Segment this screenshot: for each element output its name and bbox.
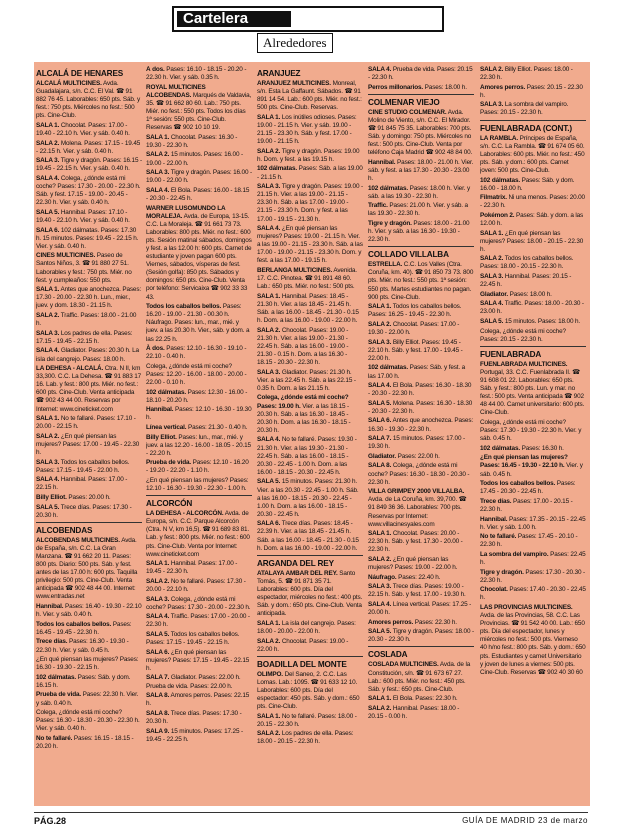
listing-entry: LA DEHESA - ALCORCÓN. Avda. de Europa, s/n. C.C. Parque Alcorcón (Ctra. N V, km 16,5). ☎ 91 689 83 81. Lab. y fest.: 800 pts. Miér. no fest.: 600 pts. Cine-Club. Venta por Internet: www.cineticket.com bbox=[146, 510, 250, 558]
listing-entry: WARNER LUSOMUNDO LA MORALEJA. Avda. de Europa, 13-15. C.C. La Moraleja. ☎ 91 661 73 73. Laborables: 800 pts. Miér. no fest.: 600 pts. Sesión matinal sábados, domingos y fest. a las 12.00 h: 600 pts. Carnet de estudiante y joven pagan 600 pts. Viernes, sábados, vísperas de fest. (Sesión golfa): 850 pts. Sábados y domingos: 650 pts. Cine-Club. Venta por teléfono: Servicaixa ☎ 902 33 33 43. bbox=[146, 204, 252, 301]
footer-rule bbox=[34, 812, 588, 813]
listing-entry: VILLA GRIMPEY 2000 VILLALBA. Avda. de La Coruña, km. 39,700. ☎ 91 849 36 36. Laborables: 700 pts. Reservas por Internet: www.villacinesyales.com bbox=[368, 488, 467, 528]
listing-entry: Perros millonarios. Pases: 18.00 h. bbox=[368, 83, 467, 91]
town-heading: BOADILLA DEL MONTE bbox=[257, 659, 347, 669]
listing-entry: SALA 3. Tigre y dragón. Pases: 16.00 - 19.00 - 22.00 h. bbox=[146, 169, 252, 185]
listing-entry: Colega, ¿dónde está mi coche? Pases: 16.30 - 18.30 - 20.30 - 22.30 h. Vier. y sáb. 0.40 h. bbox=[36, 709, 140, 733]
listing-entry: SALA 3. Todos los caballos bellos. Pases: 17.15 - 19.45 - 22.00 h. bbox=[36, 458, 130, 474]
listing-entry: SALA 2. Chocolat. Pases: 19.00 - 22.00 h. bbox=[257, 637, 349, 653]
listing-entry: SALA 1. La isla del cangrejo. Pases: 18.00 - 20.00 - 22.00 h. bbox=[257, 619, 356, 635]
listing-entry: SALA 4. Colega, ¿dónde está mi coche? Pases: 17.30 - 20.00 - 22.30 h. Sáb. y fest. 17.15 - 19.00 - 20.45 - 22.30 h. Vier. y sáb. 0.40 h. bbox=[36, 175, 141, 207]
listing-entry: Gladiator. Pases: 18.00 h. bbox=[480, 290, 552, 298]
column-divider bbox=[480, 120, 586, 121]
listing-entry: ATALAYA AMBAR DEL REY. Santo Tomás, 5. ☎ 91 871 35 71. Laborables: 600 pts. Día del espectador, miércoles no fest.: 400 pts. Sáb. y dom.: 650 pts. Cine-Club. Venta anticipada. bbox=[257, 569, 363, 618]
page-number: PÁG.28 bbox=[34, 816, 67, 826]
column-divider bbox=[36, 522, 142, 523]
listing-entry: SALA 1. ¿En qué piensan las mujeres? Pases: 18.00 - 20.15 - 22.30 h. bbox=[480, 229, 584, 253]
listing-entry: 102 dálmatas. Pases: 12.30 - 16.00 - 18.10 - 20.20 h. bbox=[146, 388, 248, 404]
town-heading: COSLADA bbox=[368, 650, 408, 660]
column-divider bbox=[368, 646, 474, 647]
listing-entry: SALA 2. Todos los caballos bellos. Pases: 18.00 - 20.15 - 22.30 h. bbox=[480, 255, 574, 271]
publication-name: GUÍA DE MADRID 23 de marzo bbox=[462, 816, 588, 825]
listing-entry: SALA 5. Tigre y dragón. Pases: 18.00 - 20.30 - 22.30 h. bbox=[368, 628, 474, 644]
listing-entry: SALA 5. Molena. Pases: 16.30 - 18.30 - 20.30 - 22.30 h. bbox=[368, 399, 473, 415]
listing-entry: FUENLABRADA MULTICINES. Portugal, 33. C.C. Fuenlabrada II. ☎ 91 608 01 22. Laborables: 650 pts. Sáb. y fest.: 800 pts. Lun. y mar. no fest.: 500 pts. Venta anticipada ☎ 902 48 44 00. Carnet universitario: 600 pts. Cine-Club. bbox=[480, 360, 585, 417]
listing-entry: SALA 1. Antes que anochezca. Pases: 17.30 - 20.00 - 22.30 h. Lun., mier., juev. y dom. 18.30 - 21.15 h. bbox=[36, 286, 141, 310]
listing-entry: Billy Elliot. Pases: 20.00 h. bbox=[36, 494, 111, 501]
listing-entry: SALA 1. Chocolat. Pases: 16.30 - 19.30 - 22.30 h. bbox=[146, 133, 238, 149]
town-heading: ALCOBENDAS bbox=[36, 525, 93, 535]
listing-entry: LAS PROVINCIAS MULTICINES. Avda. de las Provincias, 58. C.C. Las Provincias. ☎ 91 542 40 00. Lab.: 650 pts. Día del espectador, lunes y miércoles no fest.: 500 pts. Vierneso 40 h/no fest.: 800 pts. Sáb. y dom.: 650 pts. Estudiantes y carnet Universitario y joven de lunes a viernes: 500 pts. Cine-Club. Reservas ☎ 902 40 30 60 bbox=[480, 603, 586, 676]
listing-entry: Billy Elliot. Pases: lun., mar., mié. y juev. a las 12.20 - 16.00 - 18.05 - 20.15 - 22.20 h. bbox=[146, 433, 251, 457]
listing-entry: ROYAL MULTICINES ALCOBENDAS. Marqués de Valdavia, 35. ☎ 91 662 80 60. Lab.: 750 pts. Miér. no fest.: 550 pts. Todos los días 1ª sesión: 550 pts. Cine-Club. Reservas ☎ 902 10 10 19. bbox=[146, 83, 252, 132]
column-divider bbox=[368, 246, 474, 247]
listing-entry: Chocolat. Pases: 17.40 - 20.30 - 22.45 h. bbox=[480, 586, 586, 602]
listing-column-2 bbox=[146, 66, 252, 802]
listing-entry: No te fallaré. Pases: 16.15 - 18.15 - 20.20 h. bbox=[36, 734, 134, 751]
column-divider bbox=[257, 656, 363, 657]
listing-entry: SALA 4. Traffic. Pases: 17.00 - 20.00 - 22.30 h. bbox=[146, 613, 250, 629]
listing-entry: ¿En qué piensan las mujeres? Pases: 16.45 - 19.30 - 22.10 h. Vier. y sáb. 0.45 h. bbox=[480, 454, 583, 478]
listing-entry: Náufrago. Pases: 22.40 h. bbox=[368, 573, 441, 581]
town-heading: ARANJUEZ bbox=[257, 69, 301, 78]
listing-entry: SALA 2. Hannibal. Pases: 18.00 - 20.15 - 0.00 h. bbox=[368, 704, 460, 720]
listing-entry: ALCALÁ MULTICINES. Avda. Guadalajara, s/n. C.C. El Val. ☎ 91 882 76 45. Laborables: 650 pts. Sáb. y fest.: 750 pts. Miércoles no fest.: 500 pts. Cine-Club. bbox=[36, 80, 141, 120]
listing-entry: SALA 4. Prueba de vida. Pases: 20.15 - 22.30 h. bbox=[368, 66, 473, 82]
listing-column-1 bbox=[36, 66, 142, 802]
listing-entry: SALA 4. El Bola. Pases: 16.00 - 18.15 - 20.30 - 22.45 h. bbox=[146, 186, 250, 202]
listing-entry: Traffic. Pases: 21.00 h. Vier. y sáb. a las 19.30 - 22.30 h. bbox=[368, 202, 468, 218]
listing-entry: 102 dálmatas. Pases: Sáb. a las 19.00 - 21.15 h. bbox=[257, 165, 363, 181]
listing-entry: BERLANGA MULTICINES. Avenida. 17. C.C. Pinotea. ☎ 91 891 48 60. Lab.: 650 pts. Miér. no fest.: 500 pts. bbox=[257, 267, 357, 291]
listing-entry: Colega, ¿dónde está mi coche? Pases: 12.20 - 16.00 - 18.00 - 20.00 - 22.00 - 0.10 h. bbox=[146, 362, 247, 386]
listing-entry: Hannibal. Pases: 16.40 - 19.30 - 22.10 h. Vier. y sáb. 0.40 h. bbox=[36, 603, 142, 619]
listing-entry: SALA 3. Colega, ¿dónde está mi coche? Pases: 17.30 - 20.00 - 22.30 h. bbox=[146, 595, 251, 611]
listing-entry: Trece días. Pases: 16.30 - 19.30 - 22.30 h. Vier. y sáb. 0.45 h. bbox=[36, 638, 129, 654]
listing-entry: Colega, ¿dónde está mi coche? Pases: 17.30 - 19.30 - 22.30 h. Vier. y sáb. 0.45 h. bbox=[480, 418, 582, 443]
listing-entry: SALA 2. Billy Elliot. Pases: 18.00 - 22.30 h. bbox=[480, 66, 573, 82]
listing-column-4 bbox=[368, 66, 474, 802]
column-divider bbox=[480, 346, 586, 347]
listing-entry: SALA 4. El Bola. Pases: 16.30 - 18.30 - 20.30 - 22.30 h. bbox=[368, 382, 472, 398]
listing-entry: LA RAMBLA. Príncipes de España, s/n. C.C. La Rambla. ☎ 91 674 05 60. Laborables: 600 pts. Miér. no fest.: 450 pts. Sáb. y dom.: 600 pts. Carnet joven: 500 pts. Cine-Club. bbox=[480, 134, 585, 174]
listing-entry: SALA 9. 15 minutos. Pases: 17.25 - 19.45 - 22.25 h. bbox=[146, 727, 243, 743]
listing-entry: SALA 2. Chocolat. Pases: 17.00 - 19.30 - 22.00 h. bbox=[368, 320, 460, 337]
listing-entry: Gladiator. Pases: 22.00 h. bbox=[368, 452, 440, 460]
listing-entry: SALA 4. Gladiator. Pases: 20.30 h. La isla del cangrejo. Pases: 18.00 h. bbox=[36, 347, 139, 363]
listing-entry: SALA 2. Molena. Pases: 17.15 - 19.45 - 22.15 h. Vier. y sáb. 0.40 h. bbox=[36, 139, 141, 155]
listing-entry: SALA 1. Todos los caballos bellos. Pases: 16.25 - 19.45 - 22.30 h. bbox=[368, 303, 462, 319]
listing-entry: No te fallaré. Pases: 17.45 - 20.10 - 22.30 h. bbox=[480, 533, 578, 549]
section-title: Cartelera bbox=[177, 11, 291, 27]
listing-entry: SALA 8. Amores perros. Pases: 22.15 h. bbox=[146, 692, 250, 708]
listing-entry: SALA 2. ¿En qué piensan las mujeres? Pases: 19.00 - 22.00 h. bbox=[368, 555, 458, 572]
listing-entry: ALCOBENDAS MULTICINES. Avda. de España, s/n. C.C. La Gran Manzana. ☎ 91 662 20 11. Pases: 800 pts. Diario: 500 pts. Sáb. y fest. antes de las 17.00 h: 600 pts. Taquilla privilegio: 500 pts. Cine-Club. Venta anticipada ☎ 902 48 44 00. Internet: www.entradas.net bbox=[36, 536, 138, 601]
listing-column-3 bbox=[257, 66, 363, 802]
listing-entry: À dos. Pases: 12.10 - 16.30 - 19.10 - 22.10 - 0.40 h. bbox=[146, 345, 247, 361]
listing-entry: SALA 5. Hannibal. Pases: 17.10 - 19.40 - 22.10 h. Vier. y sáb. 0.40 h. bbox=[36, 208, 130, 224]
listing-entry: Tigre y dragón. Pases: 18.00 - 21.00 h. Vier. y sáb. a las 16.30 - 19.30 - 22.30 h. bbox=[368, 220, 470, 244]
listing-entry: Todos los caballos bellos. Pases: 16.20 - 19.00 - 21.30 - 00.30 h. Náufrago. Pases: lun., mar., mié. y juev. a las 20.30 h. Vier., sáb. y dom. a las 22.25 h. bbox=[146, 303, 250, 343]
listing-entry: SALA 1. Hannibal. Pases: 18.45 - 21.30 h. Vier. a las 18.45 - 21.45 h. Sáb. a las 16.00 - 18.45 - 21.30 - 0.15 h. Dom. a las 16.00 - 19.00 - 22.00 h. bbox=[257, 292, 359, 325]
listing-entry: SALA 3. Tigre y dragón. Pases: 19.00 - 21.15 h. Vier. a las 19.00 - 21.15 - 23.30 h. Sáb. a las 17.00 - 19.00 - 21.15 - 23.30 h. Dom. y fest. a las 17.00 - 19.15 - 21.30 h. bbox=[257, 183, 363, 223]
listing-entry: SALA 5. Todos los caballos bellos. Pases: 17.15 - 19.45 - 22.15 h. bbox=[146, 631, 240, 647]
listing-entry: SALA 1. El Bola. Pases: 22.30 h. bbox=[368, 695, 458, 703]
listing-entry: Prueba de vida. Pases: 22.30 h. Vier. y sáb. 0.40 h. bbox=[36, 691, 139, 707]
listing-entry: ¿En qué piensan las mujeres? Pases: 16.30 - 19.30 - 22.15 h. bbox=[36, 656, 139, 672]
listing-entry: SALA 1. Chocolat. Pases: 20.00 - 22.30 h. Sáb. y fest. 17.30 - 20.00 - 22.30 h. bbox=[368, 530, 463, 554]
listing-entry: La sombra del vampiro. Pases: 22.45 h. bbox=[480, 550, 586, 566]
town-heading: FUENLABRADA bbox=[480, 349, 542, 359]
listing-entry: SALA 4. ¿En qué piensan las mujeres? Pases: 19.00 - 21.15 h. Vier. a las 19.00 - 21.15 - 23.30 h. Sáb. a las 17.00 - 19.00 - 21.15 - 23.30 h. Dom. y fest. a las 17.00 - 19.15 h. bbox=[257, 225, 363, 265]
listing-entry: Colega, ¿dónde está mi coche? Pases: 20.15 - 22.30 h. bbox=[480, 327, 566, 343]
listing-entry: LA DEHESA - ALCALÁ. Ctra. N II, km 33,300. C.C. La Dehesa. ☎ 91 883 17 16. Lab. y fest.: 800 pts. Miér. no fest.: 600 pts. Cine-Club. Venta anticipada ☎ 902 43 44 00. Reservas por Internet: www.cineticket.com bbox=[36, 365, 142, 413]
listing-entry: SALA 3. Trece días. Pases: 19.00 - 22.15 h. Sáb. y fest. 17.00 - 19.30 h. bbox=[368, 583, 466, 599]
listing-entry: SALA 6. Antes que anochezca. Pases: 16.30 - 19.30 - 22.30 h. bbox=[368, 417, 473, 433]
listing-entry: 102 dálmatas. Pases: 16.30 h. bbox=[480, 444, 564, 452]
listing-entry: SALA 3. La sombra del vampiro. Pases: 20.15 - 22.30 h. bbox=[480, 101, 569, 117]
listing-entry: SALA 4. Línea vertical. Pases: 17.25 - 20.00 h. bbox=[368, 600, 472, 617]
listing-entry: SALA 3. Gladiator. Pases: 21.30 h. Vier. a las 22.45 h. Sáb. a las 22.15 - 0.35 h. Dom. a las 21.15 h. bbox=[257, 368, 356, 392]
listing-entry: Trece días. Pases: 17.00 - 20.15 - 22.30 h. bbox=[480, 497, 573, 513]
listing-entry: Filmatrix. Ni una menos. Pases: 20.00 - 22.30 h. bbox=[480, 194, 585, 210]
listing-entry: SALA 6. 102 dálmatas. Pases: 17.30 h. 15 minutos. Pases: 19.45 - 22.15 h. Vier. y sáb. 0.40 h. bbox=[36, 226, 139, 250]
listing-entry: Hannibal. Pases: 12.10 - 16.30 - 19.30 h. bbox=[146, 406, 252, 422]
listing-entry: SALA 1. Hannibal. Pases: 17.00 - 19.45 - 22.30 h. bbox=[146, 560, 238, 576]
listing-entry: SALA 5. 15 minutos. Pases: 18.00 h. bbox=[480, 318, 581, 326]
listing-entry: 102 dálmatas. Pases: Sáb. y dom. 16.15 h. bbox=[36, 673, 131, 689]
town-heading: COLMENAR VIEJO bbox=[368, 97, 440, 107]
town-heading: FUENLABRADA (CONT.) bbox=[480, 123, 572, 133]
column-divider bbox=[368, 94, 474, 95]
listing-entry: Hannibal. Pases: 18.00 - 21.00 h. Vier. sáb. y fest. a las 17.30 - 20.30 - 23.00 h. bbox=[368, 158, 474, 183]
listing-entry: Amores perros. Pases: 20.15 - 22.30 h. bbox=[480, 83, 583, 99]
column-divider bbox=[257, 555, 363, 556]
listing-entry: SALA 1. Chocolat. Pases: 17.00 - 19.40 - 22.10 h. Vier. y sáb. 0.40 h. bbox=[36, 121, 130, 138]
listing-entry: SALA 4. Traffic. Pases: 18.00 - 20.30 - 23.00 h. bbox=[480, 300, 584, 316]
listing-entry: SALA 2. 15 minutos. Pases: 16.00 - 19.00 - 22.00 h. bbox=[146, 151, 243, 167]
listing-entry: SALA 8. Colega, ¿dónde está mi coche? Pases: 16.30 - 18.30 - 20.30 - 22.30 h. bbox=[368, 462, 470, 486]
listing-entry: SALA 2. Traffic. Pases: 18.00 - 21.00 h. bbox=[36, 312, 137, 328]
listing-entry: SALA 2. Los padres de ella. Pases: 18.00 - 20.15 - 22.30 h. bbox=[257, 730, 354, 746]
listing-entry: SALA 3. Tigre y dragón. Pases: 16.15 - 19.45 - 22.15 h. Vier. y sáb. 0.40 h. bbox=[36, 157, 142, 173]
listing-entry: SALA 2. No te fallaré. Pases: 17.30 - 20.00 - 22.10 h. bbox=[146, 577, 246, 594]
listing-entry: SALA 6. Trece días. Pases: 18.45 - 22.39 h. Vier. a las 18.45 - 21.45 h. Sáb. a las 16.00 - 18.45 - 21.30 - 0.15 h. Dom. a las 16.00 - 19.00 - 22.00 h. bbox=[257, 520, 359, 552]
listing-entry: SALA 3. Los padres de ella. Pases: 17.15 - 19.45 - 22.15 h. bbox=[36, 329, 133, 345]
listing-entry: 102 dálmatas. Pases: 18.00 h. Vier. y sáb. a las 19.30 - 22.30 h. bbox=[368, 184, 470, 200]
listing-entry: SALA 8. Trece días. Pases: 17.30 - 20.30 h. bbox=[146, 709, 242, 725]
listing-entry: SALA 1. No te fallaré. Pases: 18.00 - 20.15 - 22.30 h. bbox=[257, 712, 357, 728]
listing-entry: SALA 7. Gladiator. Pases: 22.00 h. Prueba de vida. Pases: 22.00 h. bbox=[146, 674, 241, 690]
listing-entry: OLIMPO. Del Saneo, 2. C.C. Las Lomas. Lab.: 1095. ☎ 91 633 12 10. Laborables: 600 pts. Día del espectador: 450 pts. Sáb. y dom.: 650 pts. Cine-Club. bbox=[257, 670, 360, 711]
listing-entry: SALA 5. Trece días. Pases: 17.30 - 20.30 h. bbox=[36, 503, 132, 519]
town-heading: ALCALÁ DE HENARES bbox=[36, 69, 124, 78]
listing-entry: Pokémon 2. Pases: Sáb. y dom. a las 12.00 h. bbox=[480, 211, 584, 227]
listing-entry: ¿En qué piensan las mujeres? Pases: 12.10 - 16.30 - 19.30 - 22.30 - 1.00 h. bbox=[146, 477, 249, 493]
listing-entry: 102 dálmatas. Pases: Sáb. y dom. 16.00 - 18.00 h. bbox=[480, 176, 575, 192]
listing-entry: SALA 2. Tigre y dragón. Pases: 19.00 h. Dom. y fest. a las 19.15 h. bbox=[257, 147, 360, 163]
listing-entry: SALA 3. Billy Elliot. Pases: 19.45 - 22.10 h. Sáb. y fest. 17.00 - 19.45 - 22.00 h. bbox=[368, 338, 463, 362]
listing-entry: Hannibal. Pases: 17.35 - 20.15 - 22.45 h. Vier. y sáb. 1.00 h. bbox=[480, 515, 586, 531]
listing-entry: SALA 2. Chocolat. Pases: 19.00 - 21.30 h. Vier. a las 19.00 - 21.30 - 22.45 h. Sáb. a las 16.00 - 19.00 - 21.30 - 0.15 h. Dom. a las 16.30 - 18.15 - 20.30 - 22.30 h. bbox=[257, 326, 349, 367]
section-subtitle: Alrededores bbox=[257, 33, 333, 53]
listing-entry: SALA 5. 15 minutos. Pases: 21.30 h. Vier. a las 20.30 - 22.45 - 1.00 h. Sáb. a las 16.00 - 18.15 - 20.30 - 22.45 - 1.00 h. Dom. a las 16.00 - 18.15 - 20.30 - 22.45 h. bbox=[257, 478, 359, 518]
listing-entry: Prueba de vida. Pases: 12.10 - 16.20 - 19.20 - 22.20 - 1.10 h. bbox=[146, 459, 249, 475]
listing-entry: ARANJUEZ MULTICINES. Monreal, s/n. Esta La Gaffaunt. Sábados. ☎ 91 891 14 54. Lab.: 600 pts. Miér. no fest.: 500 pts. Cine-Club. Reservas. bbox=[257, 80, 362, 112]
listing-entry: CINES MULTICINES. Paseo de Santos Niños, 3. ☎ 91 880 27 51. Laborables y fest.: 750 pts. Miér. no fest. y cumpleaños: 550 pts. bbox=[36, 252, 132, 284]
section-header bbox=[172, 6, 444, 32]
listing-entry: Todos los caballos bellos. Pases: 16.45 - 19.45 - 22.30 h. bbox=[36, 620, 132, 636]
listing-entry: À dos. Pases: 16.10 - 18.15 - 20.20 - 22.30 h. Vier. y sáb. 0.35 h. bbox=[146, 66, 247, 82]
listing-entry: SALA 1. Los inútiles odioses. Pases: 19.00 - 21.15 h. Vier. y sáb. 19.00 - 21.15 - 23.30 h. Sáb. y fest. 17.00 - 19.00 - 21.15 h. bbox=[257, 113, 357, 146]
column-divider bbox=[146, 495, 252, 496]
listing-column-5 bbox=[480, 66, 586, 802]
town-heading: COLLADO VILLALBA bbox=[368, 250, 449, 260]
listing-entry: SALA 4. Hannibal. Pases: 17.00 - 22.15 h. bbox=[36, 476, 128, 492]
listing-entry: Todos los caballos bellos. Pases: 17.45 - 20.30 - 22.45 h. bbox=[480, 480, 576, 496]
listing-entry: SALA 7. 15 minutos. Pases: 17.00 - 19.30 h. bbox=[368, 435, 465, 451]
listing-entry: SALA 4. No te fallaré. Pases: 19.30 - 21.30 h. Vier. a las 19.30 - 21.30 - 22.45 h. Sáb. a las 16.00 - 18.15 - 20.30 - 22.45 - 1.00 h. Dom. a las 16.00 - 18.15 - 20.30 - 22.45 h. bbox=[257, 436, 357, 476]
town-heading: ALCORCÓN bbox=[146, 499, 193, 509]
listing-entry: SALA 2. ¿En qué piensan las mujeres? Pases: 17.00 - 19.45 - 22.30 h. bbox=[36, 432, 140, 457]
listing-entry: SALA 3. Hannibal. Pases: 20.15 - 22.45 h. bbox=[480, 273, 572, 289]
town-heading: ARGANDA DEL REY bbox=[257, 558, 334, 568]
listing-entry: CINE STUDIO COLMENAR. Avda. Molino de Viento, s/n. C.C. El Mirador. ☎ 91 845 75 35. Laborables: 700 pts. Sáb. y domingo: 750 pts. Miércoles no fest.: 500 pts. Cine-Club. Venta por teléfono Caja Madrid ☎ 902 48 84 00. bbox=[368, 108, 473, 157]
listing-entry: COSLADA MULTICINES. Avda. de la Constitución, s/n. ☎ 91 673 67 27. Lab.: 600 pts. Miér. no fest.: 450 pts. Sáb. y fest.: 650 pts. Cine-Club. bbox=[368, 661, 471, 693]
listing-entry: SALA 6. ¿En qué piensan las mujeres? Pases: 17.15 - 19.45 - 22.15 h. bbox=[146, 648, 250, 672]
listing-entry: Amores perros. Pases: 22.30 h. bbox=[368, 618, 457, 626]
listing-entry: 102 dálmatas. Pases: Sáb. y fest. a las 17.00 h. bbox=[368, 364, 466, 380]
listing-entry: SALA 1. No te fallaré. Pases: 17.10 - 20.00 - 22.15 h. bbox=[36, 415, 136, 431]
listing-entry: Tigre y dragón. Pases: 17.30 - 20.30 - 22.30 h. bbox=[480, 568, 586, 584]
listing-entry: ESTRELLA. C.C. Los Valles (Ctra. Coruña, km. 40). ☎ 91 850 73 73. 800 pts. Miér. no fest.: 550 pts. 1ª sesión: 550 pts. Martes estudiantes no pagan. 900 pts. Cine-Club. bbox=[368, 261, 474, 301]
listing-entry: Colega, ¿dónde está mi coche? Pases: 19.00 h. Vier. a las 18.15 - 20.30 h. Sáb. a las 16.30 - 18.45 - 20.30 h. Dom. a las 16.30 - 18.15 - 20.30 h. bbox=[257, 394, 351, 434]
listing-entry: Línea vertical. Pases: 21.30 - 0.40 h. bbox=[146, 423, 248, 431]
